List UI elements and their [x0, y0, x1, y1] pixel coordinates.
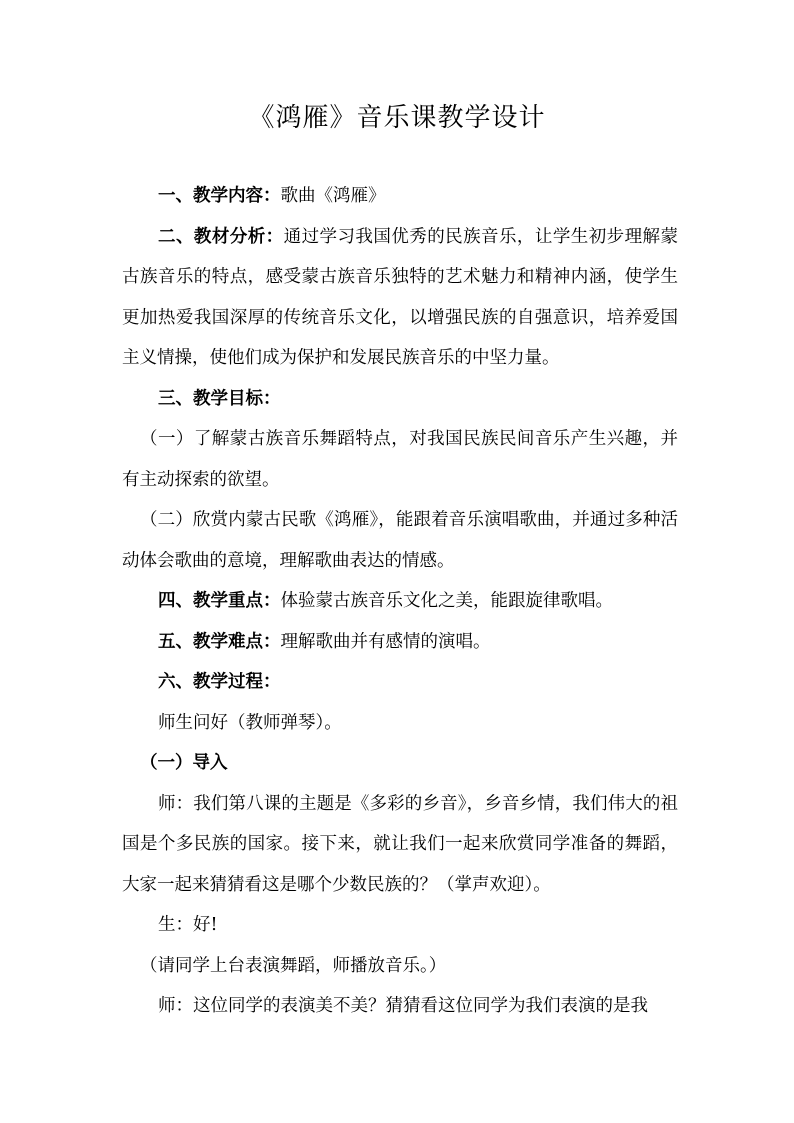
goal-item-2: （二）欣赏内蒙古民歌《鸿雁》，能跟着音乐演唱歌曲，并通过多种活动体会歌曲的意境，理解歌曲表达的情感。: [122, 510, 678, 571]
document-title: 《鸿雁》音乐课教学设计: [248, 103, 546, 133]
greeting-line: 师生问好（教师弹琴）。: [158, 712, 342, 733]
section-label: 四、教学重点：: [158, 591, 281, 611]
section-teaching-goals: 三、教学目标：: [158, 388, 281, 409]
section-label: 五、教学难点：: [158, 631, 281, 652]
section-text: 体验蒙古族音乐文化之美，能跟旋律歌唱。: [280, 591, 613, 611]
teacher-line-1: 师：我们第八课的主题是《多彩的乡音》，乡音乡情，我们伟大的祖国是个多民族的国家。接下来，就让我们一起来欣赏同学准备的舞蹈，大家一起来猜猜看这是哪个少数民族的？（掌声欢迎）。: [122, 793, 678, 895]
section-process: 六、教学过程：: [158, 672, 281, 692]
section-text: 歌曲《鸿雁》: [280, 186, 386, 206]
goal-item-1: （一）了解蒙古族音乐舞蹈特点，对我国民族民间音乐产生兴趣，并有主动探索的欲望。: [122, 429, 678, 490]
document-body: [122, 176, 678, 1027]
section-text: 理解歌曲并有感情的演唱。: [280, 631, 491, 652]
subsection-intro: （一）导入: [140, 753, 228, 773]
section-material-analysis: [122, 217, 678, 379]
stage-note: （请同学上台表演舞蹈，师播放音乐。）: [140, 955, 447, 976]
teacher-line-2: 师：这位同学的表演美不美？猜猜看这位同学为我们表演的是我: [158, 996, 648, 1016]
student-line-1: 生：好!: [158, 915, 218, 935]
section-teaching-content: [122, 176, 678, 217]
section-label: 一、教学内容：: [158, 186, 281, 206]
section-text: 通过学习我国优秀的民族音乐，让学生初步理解蒙古族音乐的特点，感受蒙古族音乐独特的艺术魅力和精神内涵，使学生更加热爱我国深厚的传统音乐文化，以增强民族的自强意识，培养爱国主义情操，使他们成为保护和发展民族音乐的中坚力量。: [122, 226, 678, 368]
section-difficulty: [122, 622, 678, 663]
section-label: 二、教材分析：: [158, 226, 284, 247]
section-key-point: [122, 581, 678, 622]
